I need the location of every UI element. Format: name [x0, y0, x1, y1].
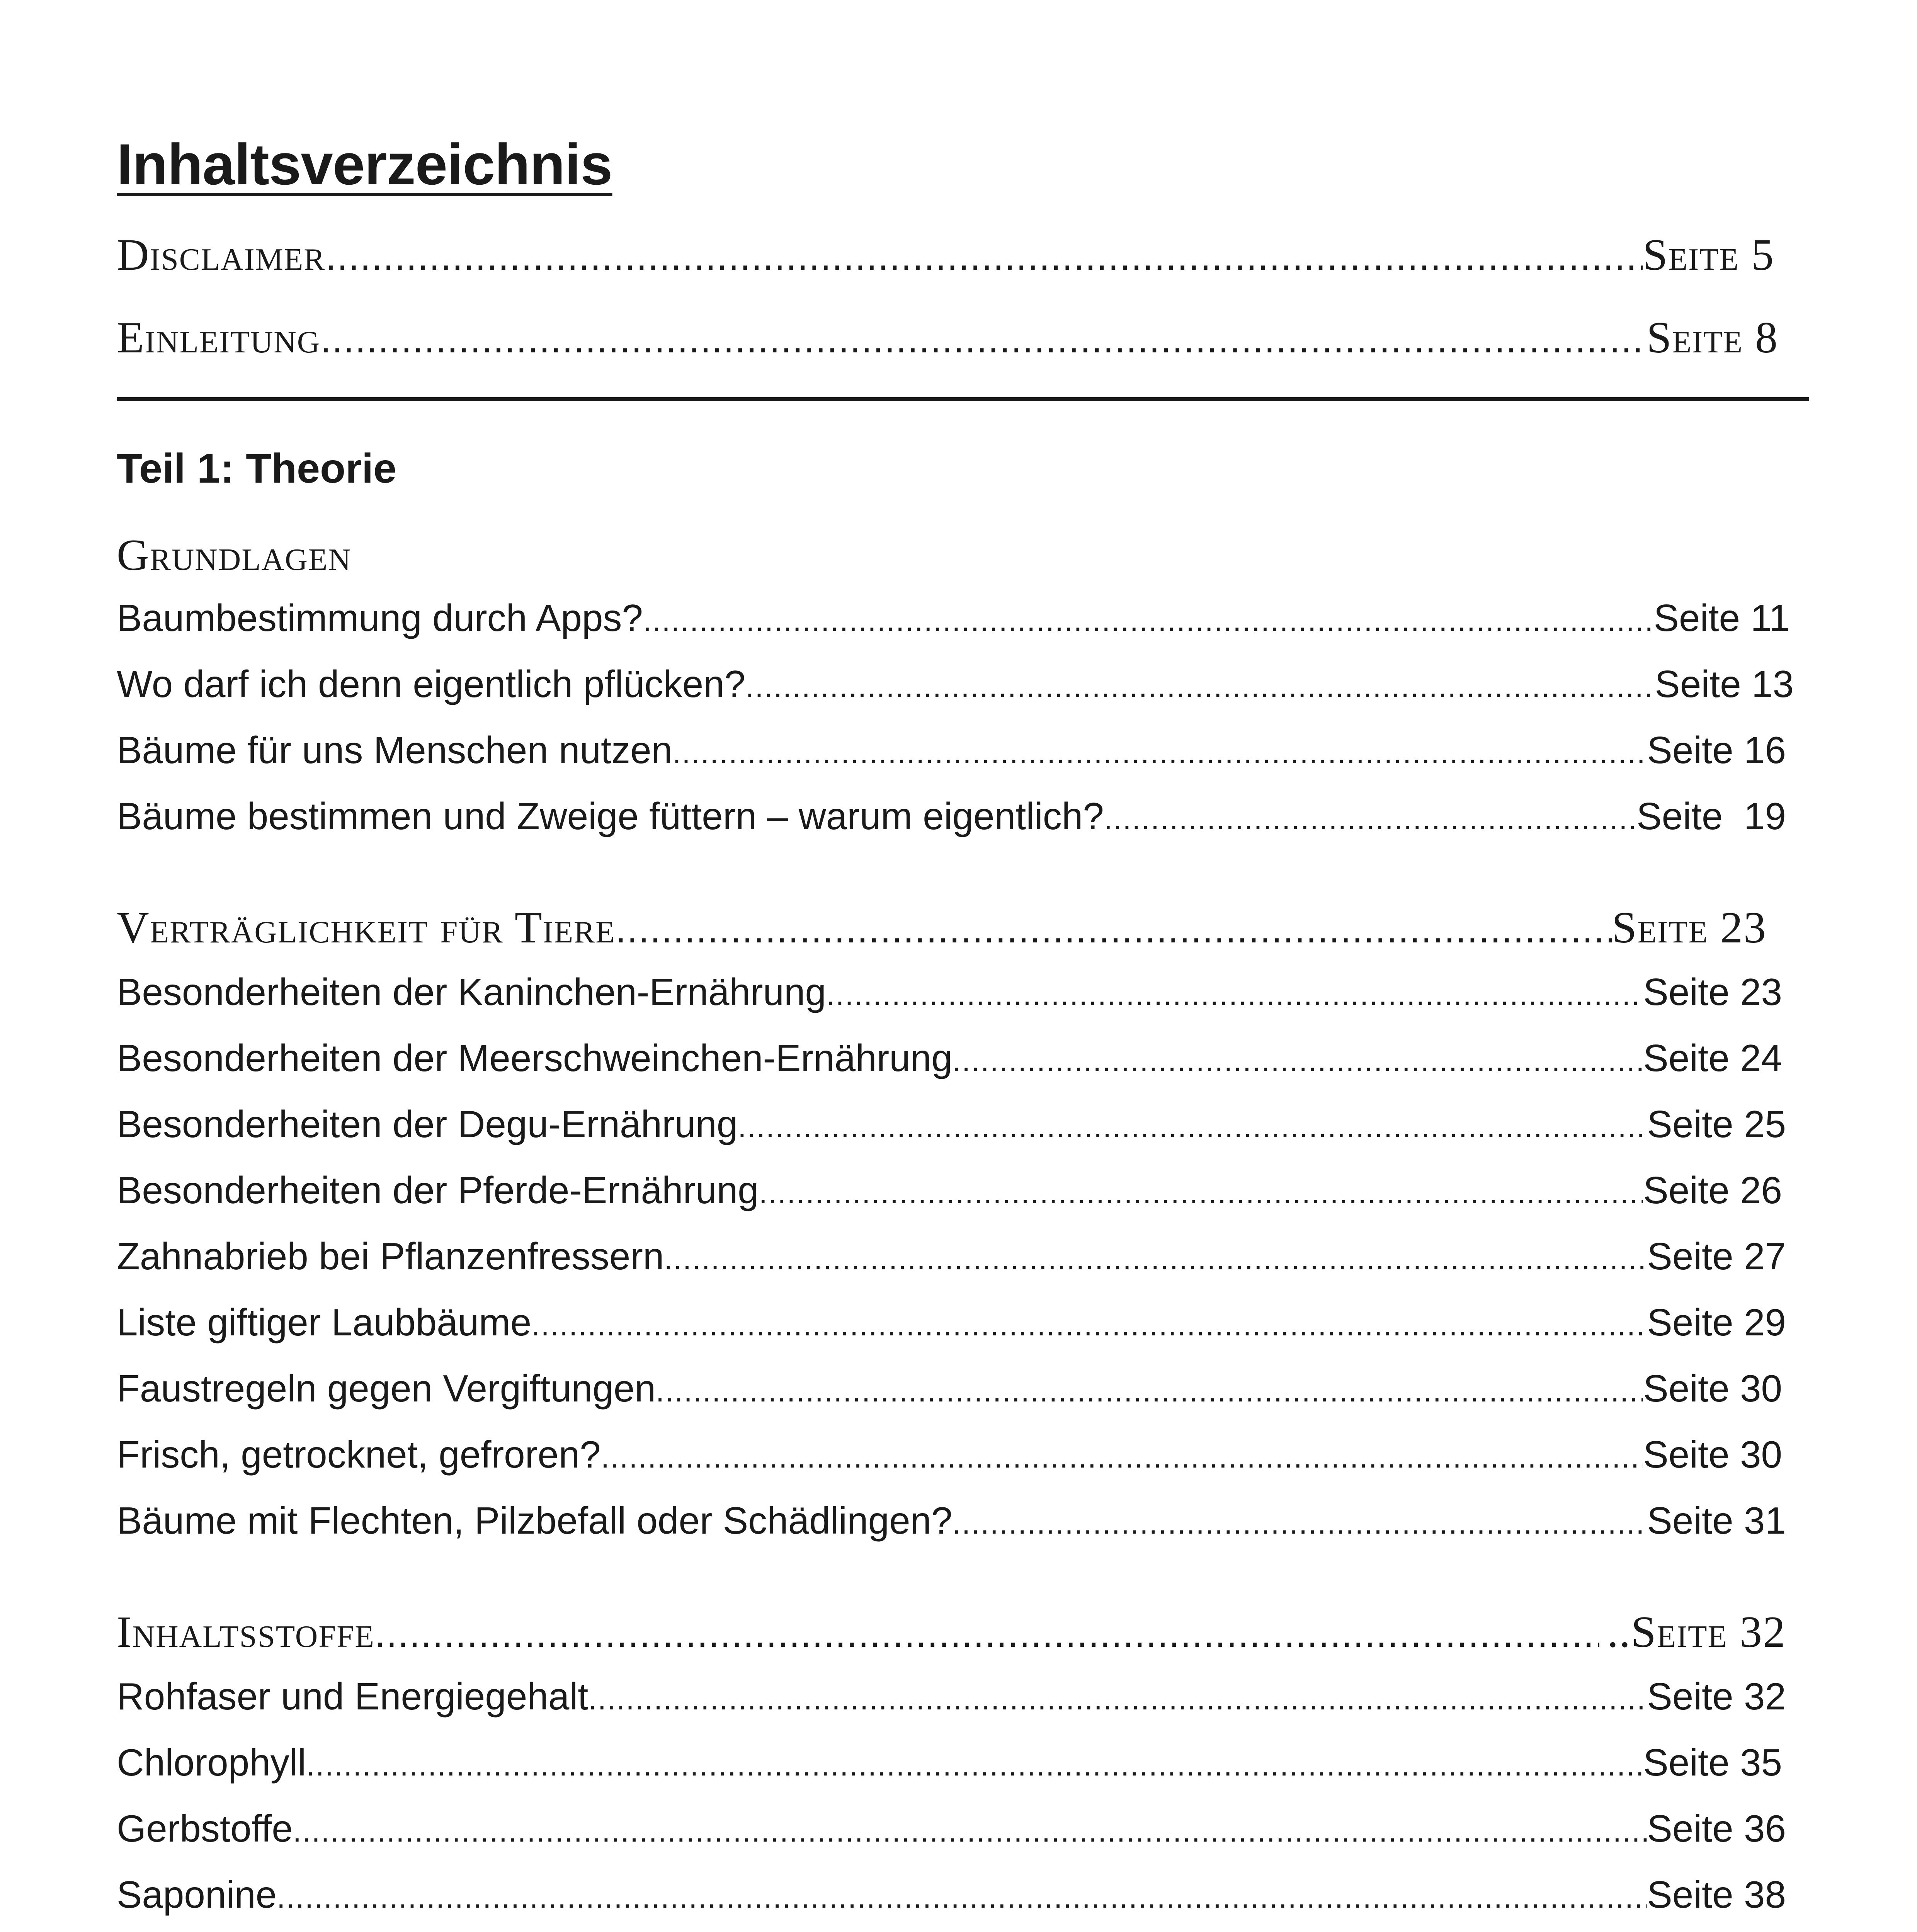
toc-entry[interactable]	[117, 1929, 1786, 1932]
toc-entry-page: Seite 23	[1643, 971, 1782, 1013]
leader-dots	[953, 1029, 1643, 1092]
leader-dots	[953, 1492, 1647, 1555]
leader-dots	[375, 1603, 1599, 1665]
leader-dots	[616, 898, 1612, 960]
toc-entry-page: Seite 5	[1643, 230, 1774, 280]
toc-entry-page: Seite 16	[1647, 729, 1786, 771]
leader-dots	[643, 589, 1654, 652]
toc-entry-label: Rohfaser und Energiegehalt	[117, 1675, 589, 1718]
toc-entry-label: Besonderheiten der Meerschweinchen-Ernährung	[117, 1037, 953, 1079]
leader-dots	[325, 226, 1643, 287]
toc-entry-label: Inhaltsstoffe	[117, 1607, 375, 1657]
toc-entry-disclaimer[interactable]	[117, 224, 1774, 287]
toc-entry-page	[1647, 1929, 1786, 1932]
leader-dots	[672, 721, 1647, 784]
toc-entry[interactable]	[117, 1225, 1786, 1291]
toc-entry[interactable]	[117, 1357, 1782, 1423]
toc-entry-page: ..Seite 32	[1607, 1607, 1786, 1657]
toc-entry[interactable]	[117, 1092, 1786, 1158]
toc-entry-label: Disclaimer	[117, 230, 326, 280]
toc-entry-page: Seite 38	[1647, 1873, 1786, 1916]
toc-entry-page: Seite 31	[1647, 1499, 1786, 1542]
toc-entry-label	[117, 1929, 287, 1932]
toc-entry-page: Seite 30	[1643, 1367, 1782, 1410]
leader-dots	[531, 1293, 1647, 1357]
toc-entry-page: Seite 23	[1612, 903, 1767, 952]
toc-entry-page: Seite 35	[1643, 1741, 1782, 1784]
toc-entry-label: Besonderheiten der Pferde-Ernährung	[117, 1169, 759, 1211]
toc-content	[117, 128, 1809, 1932]
toc-entry[interactable]	[117, 1731, 1782, 1797]
toc-entry-label: Faustregeln gegen Vergiftungen	[117, 1367, 656, 1410]
toc-entry-page: Seite 26	[1643, 1169, 1782, 1211]
toc-entry-page: Seite 19	[1636, 795, 1786, 837]
section-heading-inhaltsstoffe[interactable]	[117, 1601, 1786, 1665]
page-title: Inhaltsverzeichnis	[117, 132, 612, 197]
toc-entry-page: Seite 13	[1655, 663, 1794, 705]
leader-dots	[664, 1227, 1647, 1291]
toc-entry-label: Saponine	[117, 1873, 277, 1916]
section-heading-grundlagen[interactable]: Grundlagen	[117, 531, 352, 580]
leader-dots	[759, 1161, 1643, 1225]
section-heading-vertraeglichkeit[interactable]	[117, 897, 1767, 960]
leader-dots	[738, 1095, 1647, 1158]
toc-entry-label: Wo darf ich denn eigentlich pflücken?	[117, 663, 746, 705]
toc-entry[interactable]	[117, 1158, 1782, 1225]
toc-entry-label: Besonderheiten der Degu-Ernährung	[117, 1103, 738, 1145]
toc-entry[interactable]	[117, 652, 1794, 718]
toc-entry-label: Frisch, getrocknet, gefroren?	[117, 1433, 601, 1476]
leader-dots	[1104, 787, 1636, 850]
part-title: Teil 1: Theorie	[117, 445, 397, 492]
toc-entry[interactable]	[117, 1797, 1786, 1863]
toc-entry[interactable]	[117, 960, 1782, 1026]
toc-entry-page: Seite 8	[1647, 313, 1778, 362]
leader-dots	[320, 308, 1647, 370]
toc-entry[interactable]	[117, 718, 1786, 784]
leader-dots	[588, 1667, 1647, 1731]
leader-dots	[601, 1425, 1643, 1489]
toc-entry-label: Bäume für uns Menschen nutzen	[117, 729, 673, 771]
leader-dots	[745, 655, 1655, 718]
leader-dots	[277, 1866, 1647, 1929]
toc-entry-page: Seite 36	[1647, 1807, 1786, 1850]
toc-entry-label: Bäume bestimmen und Zweige füttern – warum eigentlich?	[117, 795, 1104, 837]
toc-entry-label: Gerbstoffe	[117, 1807, 293, 1850]
toc-entry-page: Seite 24	[1643, 1037, 1782, 1079]
section-divider	[117, 397, 1809, 401]
leader-dots	[826, 963, 1643, 1026]
toc-entry-einleitung[interactable]	[117, 307, 1778, 370]
toc-entry[interactable]	[117, 1423, 1782, 1489]
toc-entry-label: Verträglichkeit für Tiere	[117, 903, 616, 952]
toc-entry-label: Einleitung	[117, 313, 321, 362]
toc-entry-page: Seite 30	[1643, 1433, 1782, 1476]
toc-entry[interactable]	[117, 784, 1786, 850]
toc-entry-label: Zahnabrieb bei Pflanzenfressern	[117, 1235, 664, 1277]
toc-entry-page: Seite 32	[1647, 1675, 1786, 1718]
toc-entry-page: Seite 11	[1653, 597, 1790, 639]
leader-dots	[306, 1733, 1643, 1797]
leader-dots	[656, 1359, 1643, 1423]
toc-entry-label: Besonderheiten der Kaninchen-Ernährung	[117, 971, 827, 1013]
toc-entry[interactable]	[117, 1863, 1786, 1929]
toc-entry[interactable]	[117, 1026, 1782, 1092]
toc-entry-page: Seite 27	[1647, 1235, 1786, 1277]
toc-entry[interactable]	[117, 1489, 1786, 1555]
toc-entry[interactable]	[117, 1665, 1786, 1731]
toc-entry-label: Chlorophyll	[117, 1741, 306, 1784]
toc-entry-label: Bäume mit Flechten, Pilzbefall oder Schädlingen?	[117, 1499, 953, 1542]
toc-entry[interactable]	[117, 586, 1790, 652]
toc-entry-label: Baumbestimmung durch Apps?	[117, 597, 643, 639]
toc-entry-page: Seite 29	[1647, 1301, 1786, 1344]
leader-dots	[293, 1799, 1647, 1863]
toc-entry[interactable]	[117, 1291, 1786, 1357]
toc-entry-label: Liste giftiger Laubbäume	[117, 1301, 532, 1344]
toc-entry-page: Seite 25	[1647, 1103, 1786, 1145]
